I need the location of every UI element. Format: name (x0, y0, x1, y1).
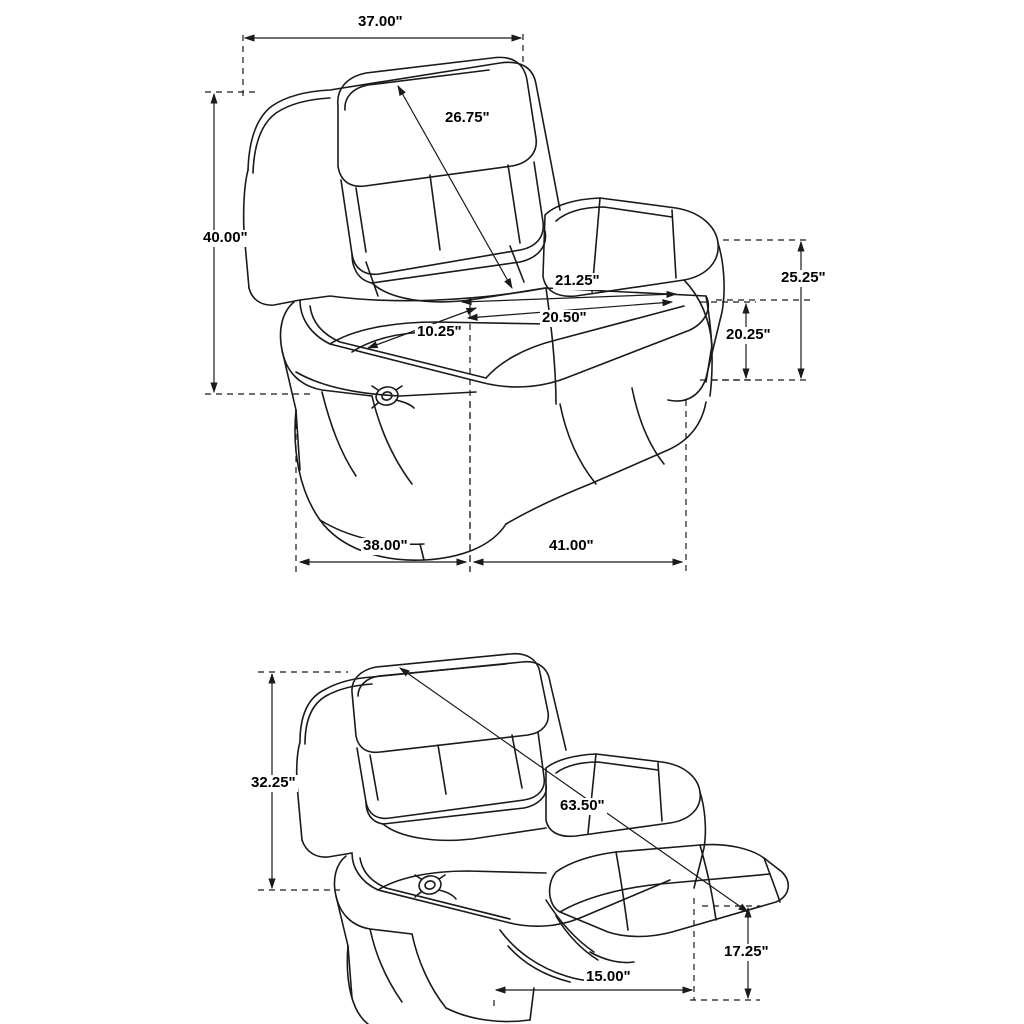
dim-label-footrest-height: 17.25" (724, 943, 769, 960)
upright-chair-illustration (244, 57, 724, 560)
reclined-dimension-lines (258, 668, 760, 1010)
dim-label-seat-depth-diagonal: 21.25" (555, 272, 600, 289)
dim-label-seat-height: 20.25" (726, 326, 771, 343)
dim-label-back-height-diagonal: 26.75" (445, 109, 490, 126)
dim-label-overall-height: 40.00" (203, 229, 248, 246)
dim-label-width-top: 37.00" (358, 13, 403, 30)
dim-label-depth-left: 38.00" (363, 537, 408, 554)
dim-label-seat-front-diagonal: 10.25" (417, 323, 462, 340)
reclined-chair-illustration (297, 654, 789, 1024)
dim-label-reclined-height: 32.25" (251, 774, 296, 791)
dim-label-seat-width-diagonal: 20.50" (542, 309, 587, 326)
dim-label-arm-height: 25.25" (781, 269, 826, 286)
dim-label-reclined-base-width: 15.00" (586, 968, 631, 985)
dim-label-depth-right: 41.00" (549, 537, 594, 554)
dim-label-reclined-length-diagonal: 63.50" (560, 797, 605, 814)
